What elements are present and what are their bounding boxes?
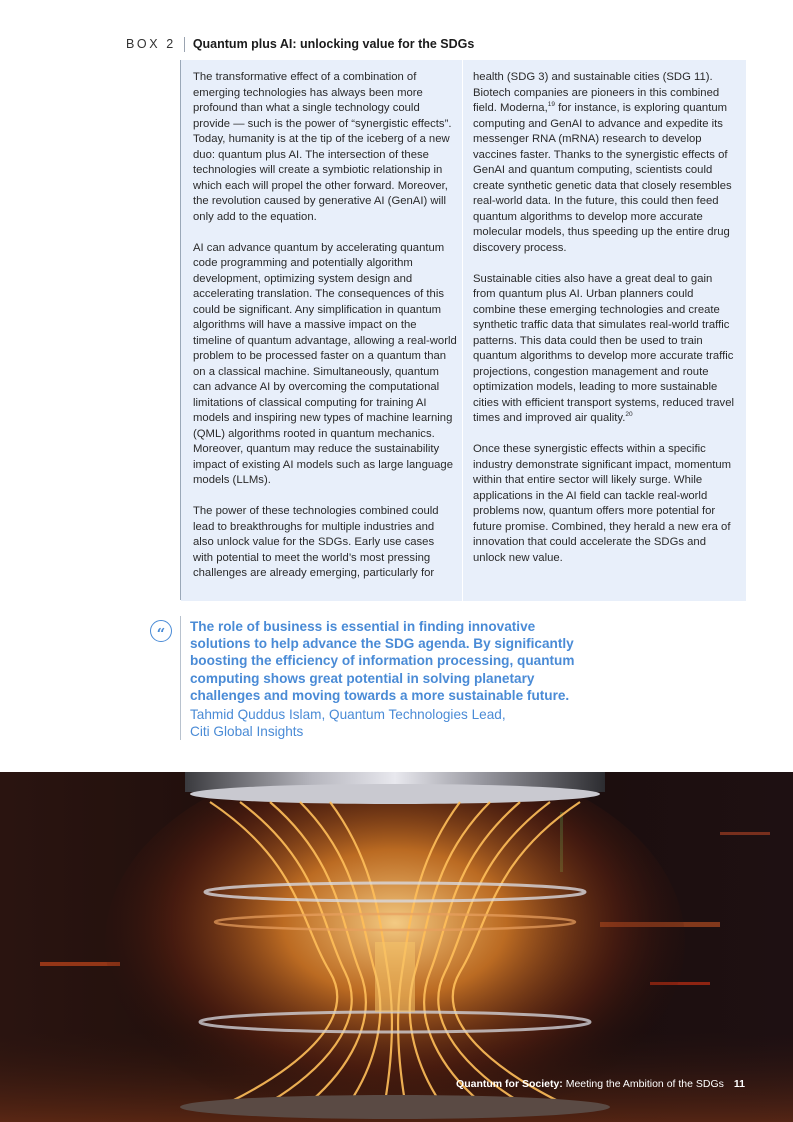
quantum-computer-photo	[0, 772, 793, 1122]
page-footer	[456, 1078, 745, 1090]
left-paragraph-3: The power of these technologies combined could lead to breakthroughs for multiple industries and also unlock value for the SDGs. Early use cases with potential to meet the world’s most pressing challenges are already emerging, particularly for	[193, 505, 439, 579]
footer-title-rest: Meeting the Ambition of the SDGs	[562, 1078, 724, 1090]
box-header-divider	[184, 37, 185, 52]
box-panel	[181, 60, 746, 601]
right-paragraph-3: Once these synergistic effects within a specific industry demonstrate significant impact, momentum within that entire sector will likely surge. While applications in the AI field can tackle real-world problems now, quantum offers more potential for future promise. Combined, they herald a new era of innovation that could accelerate the SDGs and unlock new value.	[473, 443, 732, 564]
quote-attribution	[190, 706, 590, 740]
footnote-ref-20[interactable]: 20	[625, 411, 633, 419]
right-paragraph-1-a: health (SDG 3) and sustainable cities (SDG 11). Biotech companies are pioneers in this combined field. Moderna,	[473, 71, 720, 114]
quote-author-line-2: Citi Global Insights	[190, 724, 304, 740]
left-column	[193, 70, 457, 597]
quote-left-rule	[180, 616, 181, 740]
right-column	[473, 70, 735, 582]
right-paragraph-1-b: for instance, is exploring quantum computing and GenAI to advance and expedite its messenger RNA (mRNA) research to develop vaccines faster. Thanks to the synergistic effects of GenAI and quantum computing, scientists could create synthetic genetic data that closely resembles real-world data. In the future, this could then feed quantum algorithms to develop more accurate molecular models, thus speeding up the entire drug discovery process.	[473, 102, 732, 254]
footnote-ref-19[interactable]: 19	[547, 101, 555, 109]
pull-quote: The role of business is essential in finding innovative solutions to help advance the SDG agenda. By significantly boosting the efficiency of information processing, quantum computing shows great potential in solving planetary challenges and moving towards a more sustainable future.	[190, 619, 575, 703]
quote-author-line-1: Tahmid Quddus Islam, Quantum Technologies Lead,	[190, 707, 506, 722]
left-paragraph-1: The transformative effect of a combination of emerging technologies has always been more profound than what a single technology could provide — such is the power of “synergistic effects”. Today, humanity is at the tip of the iceberg of a new duo: quantum plus AI. The intersection of these technologies will create a symbiotic relationship in which each will propel the other forward. Moreover, the revolution caused by generative AI (GenAI) will only add to the equation.	[193, 71, 452, 223]
quantum-chandelier-illustration	[0, 772, 793, 1122]
page-number: 11	[733, 1078, 745, 1090]
footer-title-bold: Quantum for Society:	[456, 1078, 563, 1090]
box-label: BOX 2	[126, 37, 176, 51]
box-title: Quantum plus AI: unlocking value for the SDGs	[192, 37, 475, 51]
box-header	[126, 35, 474, 53]
right-paragraph-1	[473, 70, 735, 256]
right-paragraph-2-a: Sustainable cities also have a great deal to gain from quantum plus AI. Urban planners could combine these emerging technologies and create synthetic traffic data that simulates real-world traffic patterns. This data could then be used to train quantum algorithms to develop more accurate traffic projections, congestion management and route optimization models, leading to more sustainable cities with efficient transport systems, reduced travel times and improved air quality.	[473, 272, 734, 424]
column-divider	[462, 60, 463, 601]
left-paragraph-2: AI can advance quantum by accelerating quantum code programming and potentially algorithm development, optimizing system design and accelerating translation. The consequences of this could be significant. Any simplification in quantum algorithms will have a massive impact on the timeline of quantum advantage, allowing a real-world problem to be processed faster on a quantum than on a classical machine. Simultaneously, quantum can advance AI by overcoming the computational limitations of classical computing for training AI models and inspiring new types of machine learning (QML) algorithms rooted in quantum mechanics. Moreover, quantum may reduce the sustainability impact of existing AI models such as large language models (LLMs).	[193, 241, 457, 486]
quote-mark-icon: “	[150, 620, 172, 642]
right-paragraph-2	[473, 272, 735, 427]
